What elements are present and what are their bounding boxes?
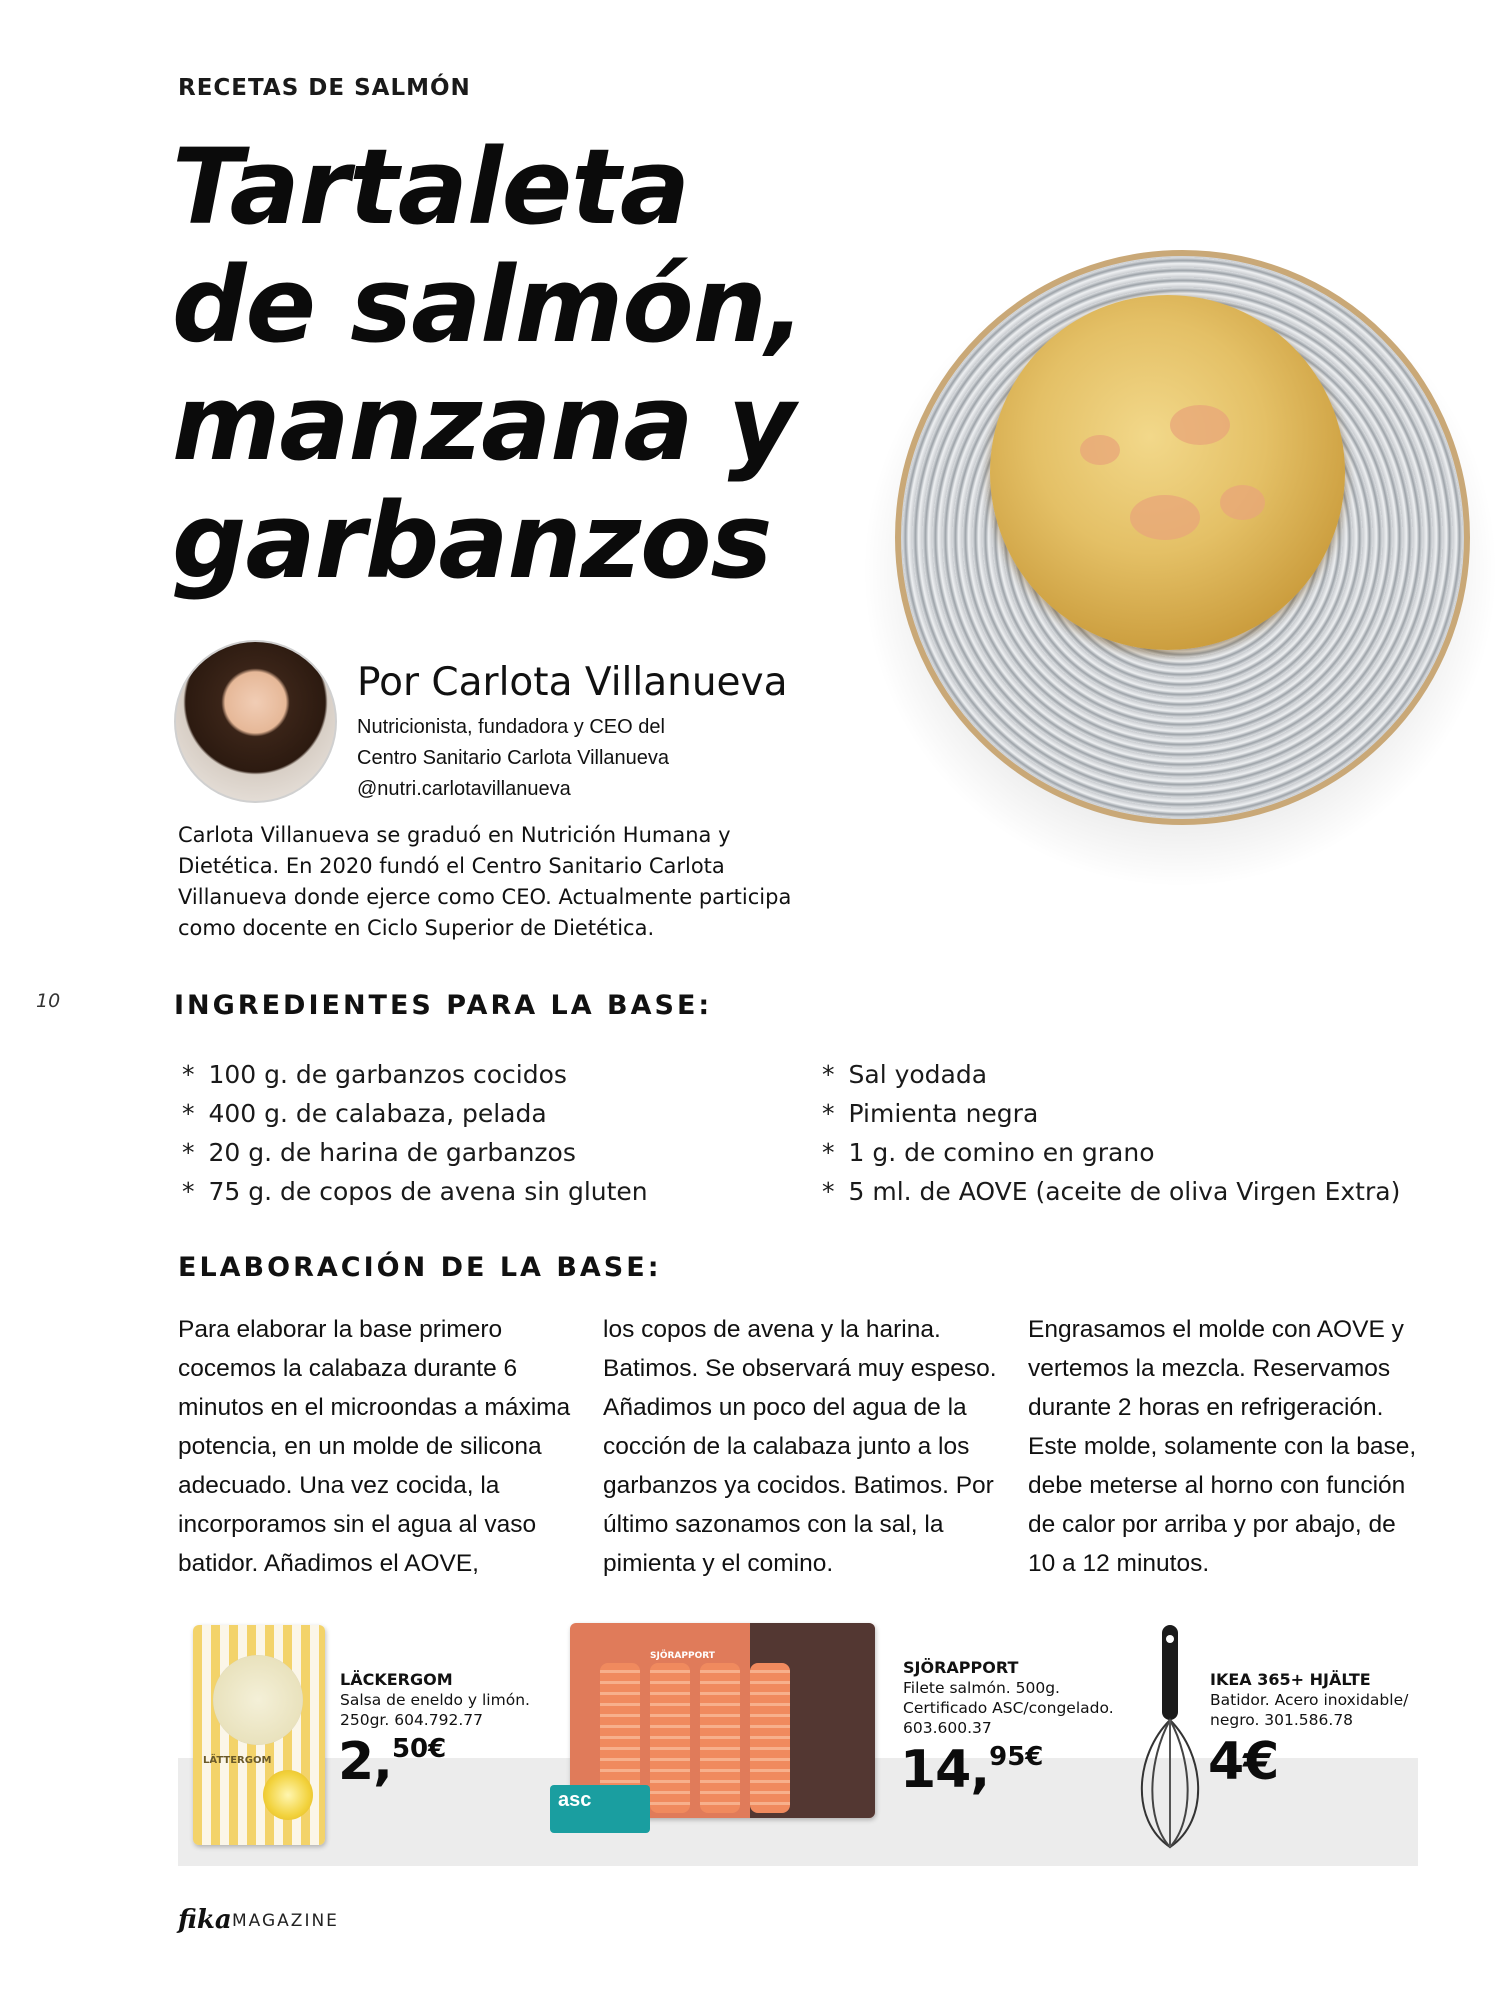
ingredients-heading: INGREDIENTES PARA LA BASE: (174, 990, 713, 1021)
product-name: IKEA 365+ HJÄLTE (1210, 1670, 1371, 1689)
product-price (338, 1732, 446, 1792)
ingredients-list-right (822, 1055, 1400, 1211)
title-line-1: Tartaleta (172, 126, 690, 248)
elaboration-heading: ELABORACIÓN DE LA BASE: (178, 1252, 662, 1283)
elaboration-column-3: Engrasamos el molde con AOVE y vertemos la mezcla. Reservamos durante 2 horas en refrigeración. Este molde, solamente con la base, debe meterse al horno con función de calor por arriba y por abajo, de 10 a 12 minutos. (1028, 1316, 1417, 1577)
product-desc-line: negro. 301.586.78 (1210, 1711, 1354, 1729)
salmon-piece (1080, 435, 1120, 465)
author-bio: Carlota Villanueva se graduó en Nutrición Humana y Dietética. En 2020 fundó el Centro Sanitario Carlota Villanueva donde ejerce como CEO. Actualmente participa como docente en Ciclo Superior de Dietética. (178, 823, 792, 940)
price-integer: 14, (900, 1740, 990, 1800)
product-desc-line: 250gr. 604.792.77 (340, 1711, 483, 1729)
author-center: Centro Sanitario Carlota Villanueva (357, 747, 670, 769)
price-integer: 2, (338, 1732, 392, 1792)
product-desc-line: 603.600.37 (903, 1719, 992, 1737)
product-name: SJÖRAPPORT (903, 1658, 1019, 1677)
product-desc (903, 1678, 1114, 1738)
product-desc-line: Certificado ASC/congelado. (903, 1699, 1114, 1717)
ingredient-item: * 20 g. de harina de garbanzos (182, 1133, 648, 1172)
recipe-title (172, 128, 872, 600)
salmon-piece (1170, 405, 1230, 445)
product-desc (340, 1690, 530, 1730)
page-number: 10 (36, 990, 61, 1012)
asc-logo: asc (550, 1785, 650, 1833)
whisk-hang-hole (1166, 1635, 1174, 1643)
title-line-2: de salmón, (172, 244, 805, 366)
title-line-3: manzana y (172, 362, 795, 484)
tart-image (990, 295, 1345, 650)
product-desc-line: Batidor. Acero inoxidable/ (1210, 1691, 1409, 1709)
fika-logo: fika (178, 1905, 232, 1935)
ingredient-item: * 400 g. de calabaza, pelada (182, 1094, 648, 1133)
ingredient-item: * 1 g. de comino en grano (822, 1133, 1400, 1172)
product-desc (1210, 1690, 1408, 1730)
salmon-piece (1130, 495, 1200, 540)
salmon-fillet-icon (650, 1663, 690, 1813)
sauce-bowl-icon (213, 1655, 303, 1745)
ingredient-item: * 75 g. de copos de avena sin gluten (182, 1172, 648, 1211)
ingredient-item: * Pimienta negra (822, 1094, 1400, 1133)
salmon-fillet-icon (700, 1663, 740, 1813)
price-decimal: 50€ (391, 1734, 447, 1764)
section-label: RECETAS DE SALMÓN (178, 75, 471, 101)
product-price (900, 1740, 1043, 1800)
ingredient-item: * Sal yodada (822, 1055, 1400, 1094)
magazine-label: MAGAZINE (232, 1911, 339, 1931)
sauce-pack-label: LÄTTERGOM (203, 1755, 272, 1766)
ingredients-list-left (182, 1055, 648, 1211)
sauce-package-image (193, 1625, 325, 1845)
author-photo (174, 640, 337, 803)
price-decimal: 95€ (989, 1742, 1044, 1772)
whisk-image (1130, 1625, 1210, 1850)
author-handle: @nutri.carlotavillanueva (357, 778, 571, 800)
author-info (357, 712, 669, 805)
elaboration-column-1: Para elaborar la base primero cocemos la calabaza durante 6 minutos en el microondas a máxima potencia, en un molde de silicona adecuado. Una vez cocida, la incorporamos sin el agua al vaso batidor. Añadimos el AOVE, (178, 1316, 571, 1577)
ingredient-item: * 100 g. de garbanzos cocidos (182, 1055, 648, 1094)
author-byline: Por Carlota Villanueva (357, 660, 788, 705)
salmon-piece (1220, 485, 1265, 520)
elaboration-column-2: los copos de avena y la harina. Batimos. Se observará muy espeso. Añadimos un poco del agua de la cocción de la calabaza junto a los garbanzos ya cocidos. Batimos. Por último sazonamos con la sal, la pimienta y el comino. (603, 1316, 997, 1577)
product-price (1208, 1732, 1278, 1792)
product-name: LÄCKERGOM (340, 1670, 453, 1689)
lemon-icon (263, 1770, 313, 1820)
ingredient-item: * 5 ml. de AOVE (aceite de oliva Virgen Extra) (822, 1172, 1400, 1211)
salmon-fillet-icon (750, 1663, 790, 1813)
product-desc-line: Filete salmón. 500g. (903, 1679, 1060, 1697)
author-role: Nutricionista, fundadora y CEO del (357, 716, 665, 738)
salmon-pack-label: SJÖRAPPORT (650, 1651, 715, 1661)
price-integer: 4€ (1208, 1732, 1279, 1792)
product-desc-line: Salsa de eneldo y limón. (340, 1691, 530, 1709)
title-line-4: garbanzos (172, 480, 772, 602)
